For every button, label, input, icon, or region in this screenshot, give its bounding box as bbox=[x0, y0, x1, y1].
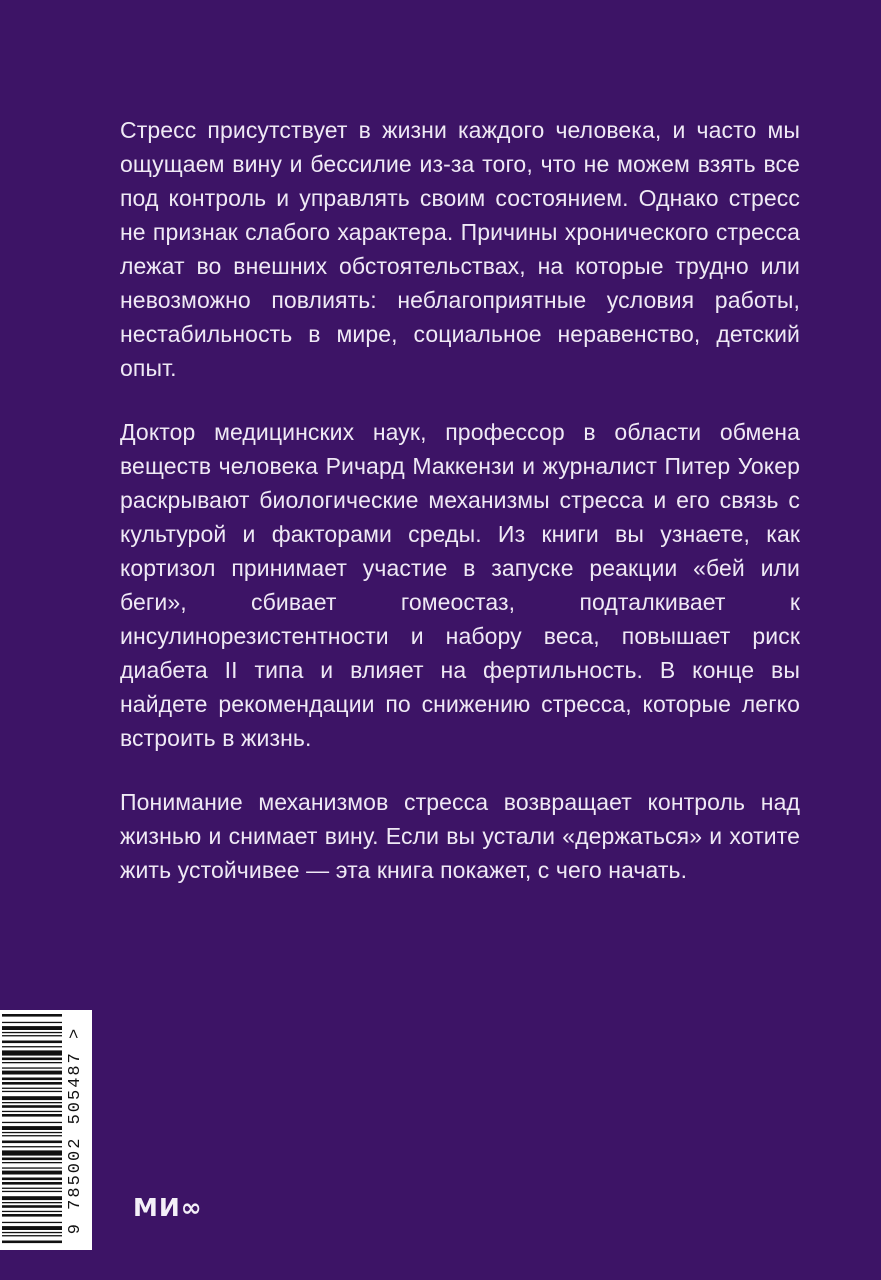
barcode-bar bbox=[2, 1050, 62, 1055]
barcode-bar bbox=[2, 1241, 62, 1244]
barcode-bar bbox=[2, 1067, 62, 1068]
annotation-paragraph-2: Доктор медицинских наук, профессор в области обмена веществ человека Ричард Маккензи и журналист Питер Уокер раскрывают биологические механизмы стресса и его связь с культурой и факторами среды. Из книги вы узнаете, как кортизол принимает участие в запуске реакции «бей или беги», сбивает гомеостаз, подталкивает к инсулинорезистентности и набору веса, повышает риск диабета II типа и влияет на фертильность. В конце вы найдете рекомендации по снижению стресса, которые легко встроить в жизнь. bbox=[120, 419, 800, 751]
barcode-bar bbox=[2, 1082, 62, 1085]
barcode-bar bbox=[2, 1167, 62, 1168]
barcode-bar bbox=[2, 1096, 62, 1100]
barcode-bar bbox=[2, 1102, 62, 1103]
annotation-paragraph-3: Понимание механизмов стресса возвращает контроль над жизнью и снимает вину. Если вы устали «держаться» и хотите жить устойчивее — эта книга покажет, с чего начать. bbox=[120, 789, 800, 883]
isbn-number: 9 785002 505487 > bbox=[66, 1026, 86, 1234]
barcode-bar bbox=[2, 1078, 62, 1081]
barcode-bar bbox=[2, 1205, 62, 1208]
barcode-bar bbox=[2, 1178, 62, 1181]
barcode-bar bbox=[2, 1141, 62, 1144]
annotation-text bbox=[120, 113, 800, 917]
barcode-bar bbox=[2, 1214, 62, 1217]
barcode-bar bbox=[2, 1202, 62, 1203]
isbn-digits bbox=[62, 1010, 90, 1250]
barcode-bar bbox=[2, 1091, 62, 1092]
barcode-bar bbox=[2, 1132, 62, 1133]
isbn-barcode bbox=[0, 1010, 92, 1250]
barcode-bar bbox=[2, 1150, 62, 1155]
barcode-bar bbox=[2, 1171, 62, 1175]
barcode-bar bbox=[2, 1105, 62, 1108]
barcode-bar bbox=[2, 1126, 62, 1130]
barcode-bar bbox=[2, 1191, 62, 1192]
barcode-bar bbox=[2, 1046, 62, 1047]
barcode-bar bbox=[2, 1032, 62, 1033]
annotation-paragraph-1: Стресс присутствует в жизни каждого человека, и часто мы ощущаем вину и бессилие из-за того, что не можем взять все под контроль и управлять своим состоянием. Однако стресс не признак слабого характера. Причины хронического стресса лежат во внешних обстоятельствах, на которые трудно или невозможно повлиять: неблагоприятные условия работы, нестабильность в мире, социальное неравенство, детский опыт. bbox=[120, 117, 800, 381]
barcode-bar bbox=[2, 1146, 62, 1147]
barcode-bar bbox=[2, 1058, 62, 1061]
publisher-logo-text: МИ∞ bbox=[133, 1193, 203, 1222]
mif-logo-icon bbox=[133, 1193, 203, 1222]
barcode-bar bbox=[2, 1111, 62, 1112]
barcode-bar bbox=[2, 1035, 62, 1036]
barcode-bar bbox=[2, 1022, 62, 1023]
barcode-bar bbox=[2, 1182, 62, 1185]
barcode-bar bbox=[2, 1135, 62, 1136]
barcode-bar bbox=[2, 1071, 62, 1075]
barcode-bar bbox=[2, 1235, 62, 1236]
barcode-bar bbox=[2, 1026, 62, 1030]
barcode-bar bbox=[2, 1158, 62, 1161]
barcode-icon bbox=[2, 1010, 64, 1250]
barcode-bar bbox=[2, 1196, 62, 1200]
barcode-bar bbox=[2, 1122, 62, 1123]
barcode-bar bbox=[2, 1222, 62, 1223]
barcode-bar bbox=[2, 1041, 62, 1044]
barcode-bar bbox=[2, 1088, 62, 1089]
barcode-bar bbox=[2, 1162, 62, 1163]
barcode-bar bbox=[2, 1114, 62, 1117]
barcode-bar bbox=[2, 1232, 62, 1233]
barcode-bar bbox=[2, 1014, 62, 1017]
barcode-bar bbox=[2, 1188, 62, 1189]
barcode-bar bbox=[2, 1062, 62, 1063]
barcode-bar bbox=[2, 1226, 62, 1230]
barcode-bar bbox=[2, 1211, 62, 1212]
